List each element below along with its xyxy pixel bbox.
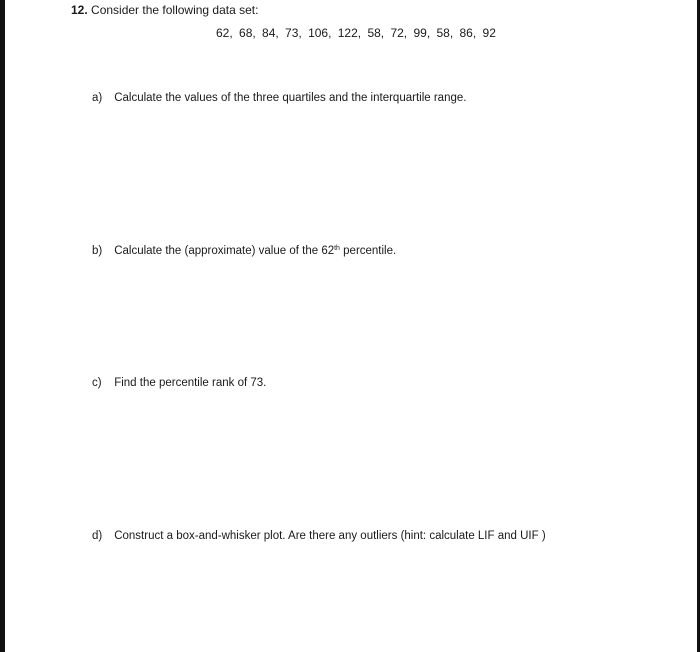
part-d-label: d) — [92, 530, 103, 542]
part-a — [92, 91, 466, 105]
question-header — [71, 3, 258, 17]
part-b-superscript: th — [334, 245, 340, 252]
question-prompt: Consider the following data set: — [91, 3, 259, 17]
part-a-text: Calculate the values of the three quartiles and the interquartile range. — [114, 92, 467, 104]
part-b-label: b) — [92, 245, 103, 257]
part-a-label: a) — [92, 92, 103, 104]
left-page-border — [0, 0, 5, 652]
part-b — [92, 244, 396, 258]
part-c — [92, 376, 266, 390]
part-c-text: Find the percentile rank of 73. — [114, 377, 267, 389]
part-b-text-after: percentile. — [339, 245, 397, 257]
part-b-text-before: Calculate the (approximate) value of the 62 — [114, 245, 335, 257]
part-d — [92, 529, 546, 543]
question-number: 12. — [71, 3, 88, 17]
part-d-text: Construct a box-and-whisker plot. Are there any outliers (hint: calculate LIF and UIF ) — [114, 530, 546, 542]
data-set-values: 62, 68, 84, 73, 106, 122, 58, 72, 99, 58, 86, 92 — [216, 26, 496, 40]
part-c-label: c) — [92, 377, 102, 389]
